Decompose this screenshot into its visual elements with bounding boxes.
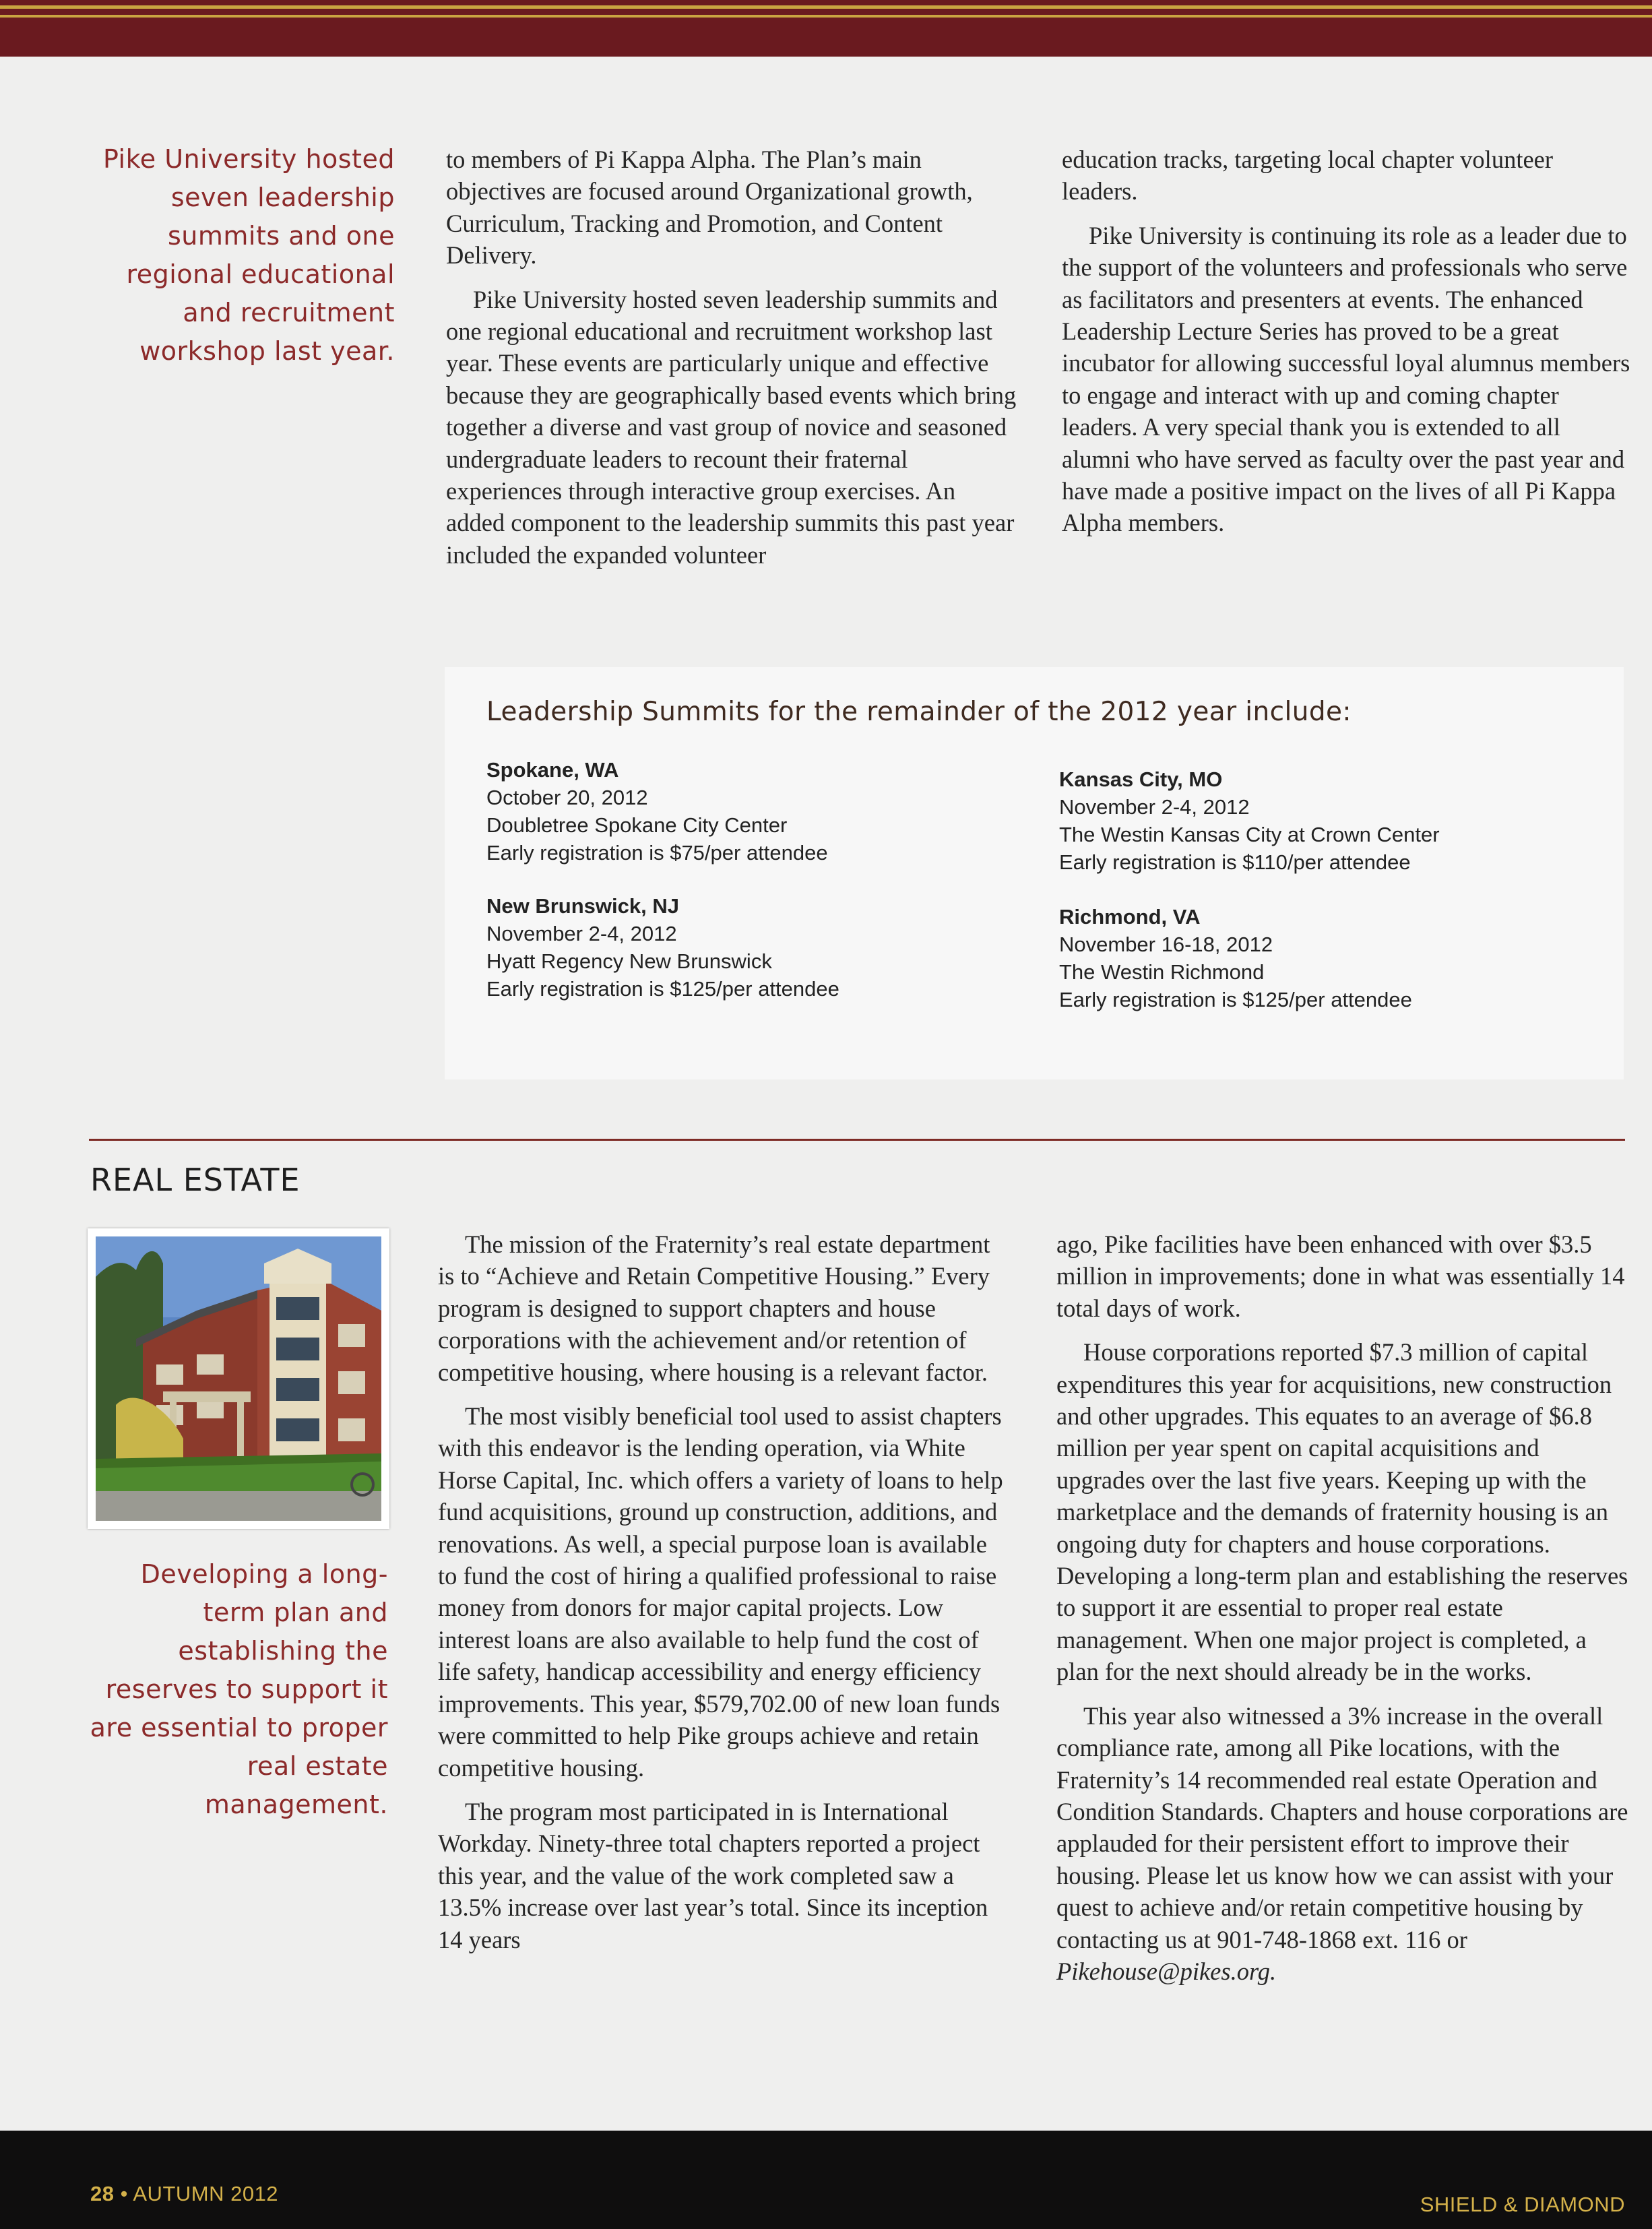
paragraph: Pike University is continuing its role as a leader due to the support of the volunteers and professionals who serve as facilitators and presenters at events. The enhanced Leadership Lecture Series has proved to be a great incubator for allowing successful loyal alumnus members to engage and interact with up and coming chapter leaders. A very special thank you is extended to all alumni who have served as faculty over the past year and have made a positive impact on the lives of all Pi Kappa Alpha members.: [1062, 221, 1630, 537]
page-number: 28: [90, 2182, 115, 2205]
summit-registration: Early registration is $125/per attendee: [486, 977, 839, 1001]
paragraph: The mission of the Fraternity’s real estate department is to “Achieve and Retain Competitive Housing.” Every program is designed to support chapters and house corporations with the achievement and/or retention of competitive housing, where housing is a relevant factor.: [438, 1230, 990, 1386]
section-title-real-estate: REAL ESTATE: [90, 1162, 300, 1198]
issue-label: AUTUMN 2012: [133, 2182, 279, 2205]
summit-date: November 16-18, 2012: [1059, 933, 1273, 956]
summits-box: [445, 667, 1624, 1079]
summit-venue: The Westin Richmond: [1059, 960, 1265, 984]
paragraph: [1056, 1700, 1629, 1988]
summits-heading: Leadership Summits for the remainder of the 2012 year include:: [486, 697, 1352, 727]
summit-registration: Early registration is $125/per attendee: [1059, 988, 1412, 1011]
paragraph: education tracks, targeting local chapter volunteer leaders.: [1062, 146, 1554, 206]
folio: [90, 2182, 278, 2206]
summit-date: October 20, 2012: [486, 786, 648, 809]
summit-registration: Early registration is $110/per attendee: [1059, 850, 1411, 874]
real-estate-column-2: [1056, 1228, 1629, 1987]
paragraph: Pike University hosted seven leadership summits and one regional educational and recruitment workshop last year. These events are particularly unique and effective because they are geographically based events which bring together a diverse and vast group of novice and seasoned undergraduate leaders to recount their fraternal experiences through interactive group exercises. An added component to the leadership summits this past year included the expanded volunteer: [446, 285, 1017, 569]
summit-registration: Early registration is $75/per attendee: [486, 841, 828, 865]
summit-city: Richmond, VA: [1059, 905, 1201, 929]
pull-quote-leadership: Pike University hosted seven leadership summits and one regional educational and recruitment workshop last year.: [102, 144, 395, 366]
gold-stripe: [0, 15, 1652, 18]
summit-venue: Hyatt Regency New Brunswick: [486, 949, 772, 973]
paragraph: The most visibly beneficial tool used to assist chapters with this endeavor is the lending operation, via White Horse Capital, Inc. which offers a variety of loans to help fund acquisitions, ground up construction, additions, and renovations. As well, a special purpose loan is available to fund the cost of hiring a qualified professional to raise money from donors for major capital projects. Low interest loans are also available to help fund the cost of life safety, handicap accessibility and energy efficiency improvements. This year, $579,702.00 of new loan funds were committed to help Pike groups achieve and retain competitive housing.: [438, 1402, 1003, 1782]
page-footer: [0, 2131, 1652, 2229]
top-color-band: [0, 0, 1652, 57]
summit-city: Spokane, WA: [486, 758, 619, 782]
gold-stripe: [0, 5, 1652, 9]
summit-kansas-city: [1059, 765, 1440, 876]
folio-separator: •: [120, 2182, 128, 2205]
summit-richmond: [1059, 903, 1412, 1013]
summit-date: November 2-4, 2012: [486, 922, 677, 945]
summit-venue: Doubletree Spokane City Center: [486, 813, 788, 837]
paragraph: to members of Pi Kappa Alpha. The Plan’s main objectives are focused around Organizational growth, Curriculum, Tracking and Promotion, and Content Delivery.: [446, 146, 973, 270]
summit-date: November 2-4, 2012: [1059, 795, 1250, 819]
section-divider: [89, 1139, 1625, 1141]
paragraph-text: This year also witnessed a 3% increase in the overall compliance rate, among all Pike locations, with the Fraternity’s 14 recommended real estate Operation and Condition Standards. Chapters and house corporations are applauded for their persistent effort to improve their housing. Please let us know how we can assist with your quest to achieve and/or retain competitive housing by contacting us at 901-748-1868 ext. 116 or: [1056, 1701, 1628, 1953]
magazine-name: SHIELD & DIAMOND: [1420, 2193, 1625, 2216]
real-estate-column-1: [438, 1228, 1011, 1955]
paragraph: House corporations reported $7.3 million of capital expenditures this year for acquisitions, new construction and other upgrades. This equates to an average of $6.8 million per year spent on capital acquisitions and upgrades over the last five years. Keeping up with the marketplace and the demands of fraternity housing is an ongoing duty for chapters and house corporations. Developing a long-term plan and establishing the reserves to support it are essential to proper real estate management. When one major project is completed, a plan for the next should already be in the works.: [1056, 1338, 1628, 1686]
summit-spokane: [486, 756, 828, 867]
summit-city: New Brunswick, NJ: [486, 894, 679, 918]
paragraph: ago, Pike facilities have been enhanced with over $3.5 million in improvements; done in what was essentially 14 total days of work.: [1056, 1230, 1625, 1322]
summit-venue: The Westin Kansas City at Crown Center: [1059, 823, 1440, 846]
pull-quote-real-estate: Developing a long-term plan and establishing the reserves to support it are essential to proper real estate management.: [90, 1559, 388, 1819]
building-photo-illustration: [96, 1236, 381, 1521]
paragraph: The program most participated in is International Workday. Ninety-three total chapters reported a project this year, and the value of the work completed saw a 13.5% increase over last year’s total. Since its inception 14 years: [438, 1797, 988, 1953]
leadership-column-2: [1062, 144, 1634, 539]
chapter-house-photo: [88, 1228, 389, 1529]
contact-email-link[interactable]: Pikehouse@pikes.org.: [1056, 1957, 1277, 1985]
summit-new-brunswick: [486, 892, 839, 1003]
leadership-column-1: [446, 144, 1019, 571]
summit-city: Kansas City, MO: [1059, 767, 1223, 791]
